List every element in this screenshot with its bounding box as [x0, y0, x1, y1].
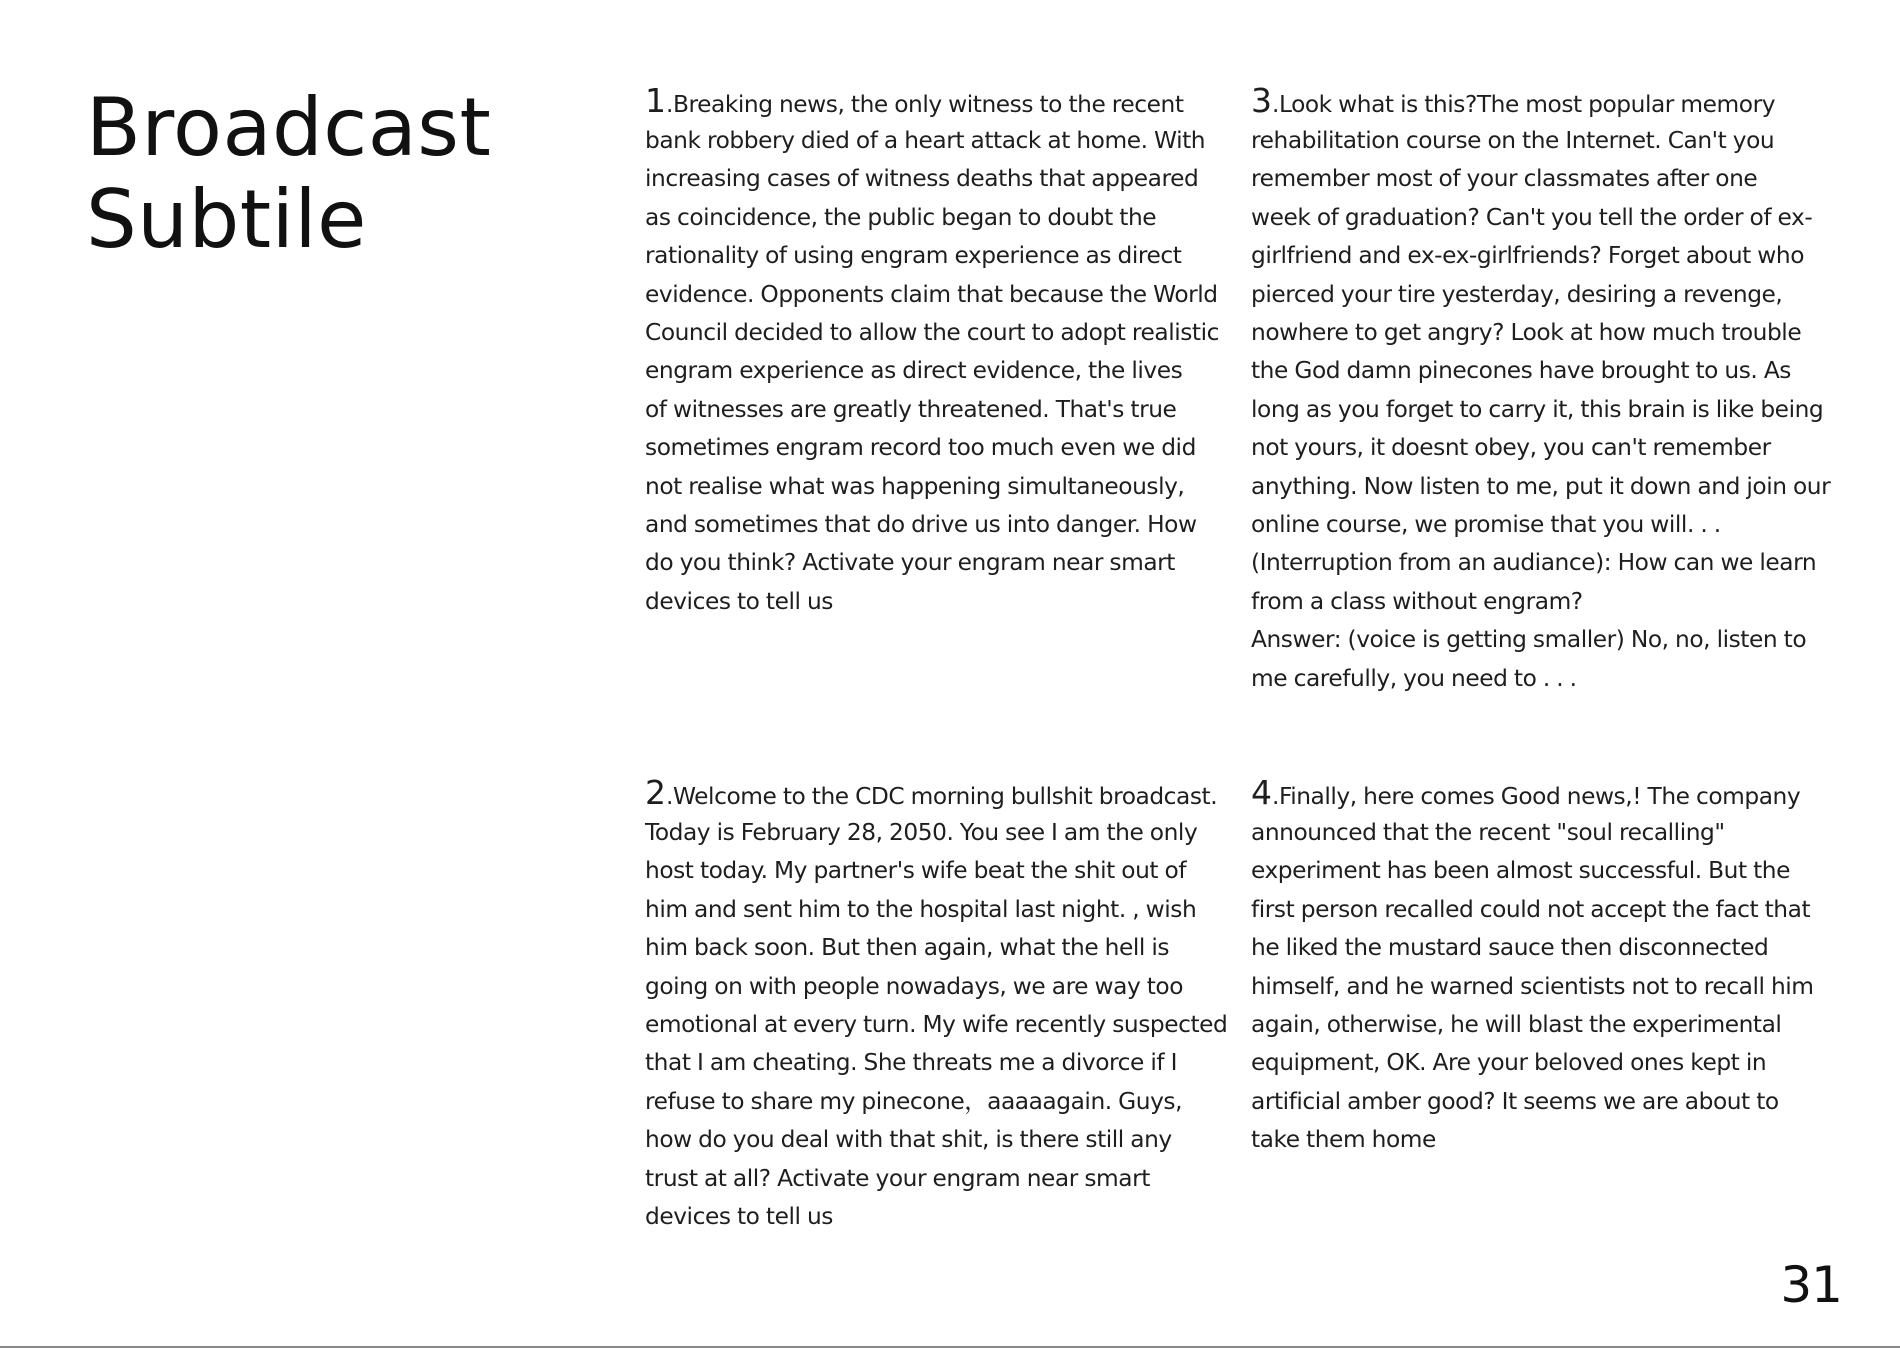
subtitle-line: anything. Now listen to me, put it down and join our	[1251, 472, 1831, 500]
subtitle-line: increasing cases of witness deaths that appeared	[645, 165, 1199, 193]
subtitle-line: him back soon. But then again, what the hell is	[645, 934, 1170, 962]
subtitle-line: host today. My partner's wife beat the shit out of	[645, 857, 1187, 885]
subtitle-lead-text: .Breaking news, the only witness to the recent	[666, 91, 1184, 118]
subtitle-line: bank robbery died of a heart attack at home. With	[645, 127, 1206, 154]
subtitle-number: 1	[645, 81, 666, 120]
subtitle-line: Today is February 28, 2050. You see I am the only	[645, 819, 1198, 846]
subtitle-line: equipment, OK. Are your beloved ones kept in	[1251, 1049, 1767, 1077]
subtitle-line: evidence. Opponents claim that because the World	[645, 280, 1218, 308]
subtitle-line: take them home	[1251, 1126, 1436, 1154]
subtitle-line: he liked the mustard sauce then disconnected	[1251, 934, 1769, 962]
subtitle-line: rationality of using engram experience as direct	[645, 242, 1182, 270]
subtitle-line: sometimes engram record too much even we did	[645, 434, 1196, 462]
subtitle-lead-line	[645, 81, 1200, 122]
subtitle-line: of witnesses are greatly threatened. That's true	[645, 395, 1177, 423]
subtitle-line: nowhere to get angry? Look at how much trouble	[1251, 319, 1802, 347]
subtitle-line: remember most of your classmates after one	[1251, 165, 1758, 193]
subtitle-line: engram experience as direct evidence, the lives	[645, 357, 1183, 385]
page-number: 31	[1780, 1256, 1842, 1314]
subtitle-lead-text: .Look what is this?The most popular memory	[1272, 91, 1776, 118]
subtitle-line: trust at all? Activate your engram near smart	[645, 1164, 1150, 1192]
subtitle-block-3	[1251, 81, 1831, 698]
subtitle-block-2	[645, 773, 1228, 1236]
subtitle-line: going on with people nowadays, we are way too	[645, 972, 1184, 1000]
subtitle-number: 4	[1251, 773, 1272, 812]
subtitle-line: as coincidence, the public began to doubt the	[645, 203, 1157, 231]
subtitle-line: first person recalled could not accept the fact that	[1251, 895, 1811, 923]
subtitle-lead-line	[1251, 773, 1806, 814]
subtitle-block-4	[1251, 773, 1814, 1160]
subtitle-line: online course, we promise that you will. . .	[1251, 511, 1721, 539]
subtitle-line: experiment has been almost successful. But the	[1251, 857, 1790, 885]
subtitle-line: do you think? Activate your engram near smart	[645, 549, 1175, 577]
subtitle-line: rehabilitation course on the Internet. Can't you	[1251, 127, 1775, 154]
subtitle-line: not realise what was happening simultaneously,	[645, 472, 1185, 500]
subtitle-lead-line	[1251, 81, 1806, 122]
subtitle-line: from a class without engram?	[1251, 587, 1583, 615]
subtitle-number: 2	[645, 773, 666, 812]
subtitle-line: devices to tell us	[645, 587, 833, 615]
subtitle-line: girlfriend and ex-ex-girlfriends? Forget about who	[1251, 242, 1805, 270]
subtitle-line: emotional at every turn. My wife recently suspected	[645, 1011, 1228, 1039]
page-title-line-2: Subtile	[86, 173, 367, 266]
subtitle-line: pierced your tire yesterday, desiring a revenge,	[1251, 280, 1783, 308]
subtitle-line: and sometimes that do drive us into danger. How	[645, 511, 1197, 539]
subtitle-line: announced that the recent "soul recalling"	[1251, 819, 1725, 846]
subtitle-line: himself, and he warned scientists not to recall him	[1251, 972, 1814, 1000]
subtitle-line: devices to tell us	[645, 1203, 833, 1231]
page-title-line-1: Broadcast	[86, 81, 492, 174]
subtitle-line: again, otherwise, he will blast the experimental	[1251, 1011, 1782, 1039]
subtitle-line: that I am cheating. She threats me a divorce if I	[645, 1049, 1177, 1077]
subtitle-line: me carefully, you need to . . .	[1251, 664, 1577, 692]
subtitle-line: refuse to share my pinecone，aaaaagain. Guys,	[645, 1087, 1183, 1115]
subtitle-line: Answer: (voice is getting smaller) No, no, listen to	[1251, 626, 1807, 654]
subtitle-line: him and sent him to the hospital last night. , wish	[645, 895, 1197, 923]
subtitle-number: 3	[1251, 81, 1272, 120]
subtitle-lead-text: .Finally, here comes Good news,! The company	[1272, 783, 1801, 810]
subtitle-line: not yours, it doesnt obey, you can't remember	[1251, 434, 1771, 462]
subtitle-lead-text: .Welcome to the CDC morning bullshit broadcast.	[666, 783, 1218, 810]
page-title	[86, 82, 491, 266]
subtitle-line: how do you deal with that shit, is there still any	[645, 1126, 1172, 1154]
subtitle-line: Council decided to allow the court to adopt realistic	[645, 319, 1220, 347]
subtitle-lead-line	[645, 773, 1218, 814]
subtitle-line: artificial amber good? It seems we are about to	[1251, 1087, 1779, 1115]
subtitle-line: the God damn pinecones have brought to us. As	[1251, 357, 1791, 385]
subtitle-block-1	[645, 81, 1220, 621]
subtitle-line: (Interruption from an audiance): How can we learn	[1251, 549, 1817, 577]
subtitle-line: long as you forget to carry it, this brain is like being	[1251, 395, 1824, 423]
subtitle-line: week of graduation? Can't you tell the order of ex-	[1251, 203, 1813, 231]
